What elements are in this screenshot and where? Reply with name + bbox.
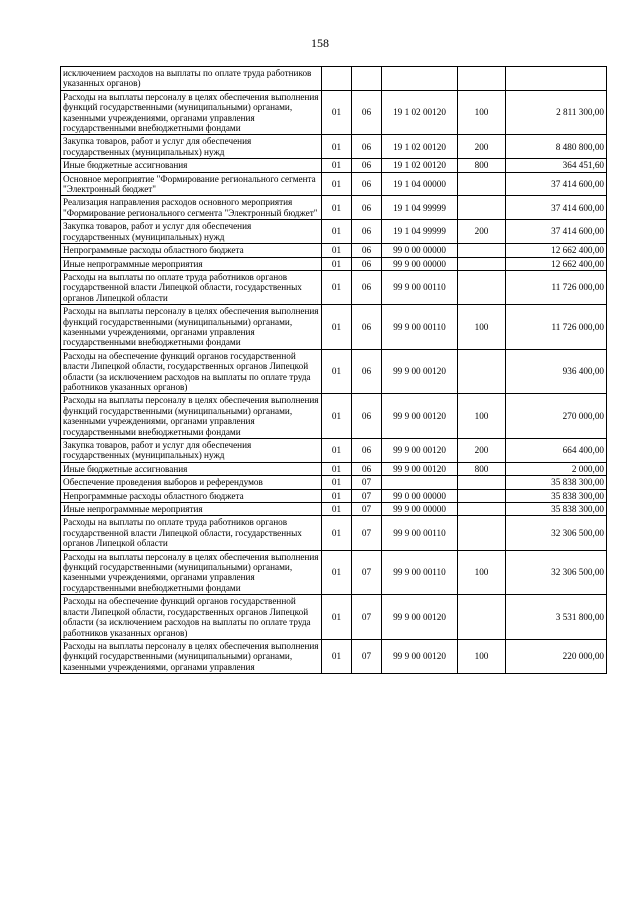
subsection-code-cell: 06 xyxy=(352,257,382,270)
target-article-cell: 99 0 00 00000 xyxy=(382,489,458,502)
amount-cell: 12 662 400,00 xyxy=(506,244,607,257)
target-article-cell: 19 1 02 00120 xyxy=(382,90,458,135)
expense-name-cell: Иные бюджетные ассигнования xyxy=(61,159,322,172)
expense-type-cell: 100 xyxy=(458,305,506,350)
subsection-code-cell: 07 xyxy=(352,595,382,640)
target-article-cell: 99 9 00 00120 xyxy=(382,394,458,439)
target-article-cell: 99 9 00 00120 xyxy=(382,349,458,394)
expense-name-cell: Закупка товаров, работ и услуг для обеспечения государственных (муниципальных) нужд xyxy=(61,439,322,463)
expense-type-cell: 200 xyxy=(458,220,506,244)
table-row xyxy=(61,67,607,91)
target-article-cell: 99 9 00 00120 xyxy=(382,595,458,640)
expense-type-cell xyxy=(458,503,506,516)
expense-type-cell: 200 xyxy=(458,439,506,463)
expense-type-cell xyxy=(458,516,506,550)
expense-type-cell: 100 xyxy=(458,394,506,439)
amount-cell: 364 451,60 xyxy=(506,159,607,172)
target-article-cell xyxy=(382,67,458,91)
subsection-code-cell: 06 xyxy=(352,220,382,244)
subsection-code-cell: 06 xyxy=(352,196,382,220)
amount-cell: 2 000,00 xyxy=(506,462,607,475)
amount-cell: 32 306 500,00 xyxy=(506,550,607,595)
target-article-cell: 99 9 00 00110 xyxy=(382,270,458,304)
expense-type-cell xyxy=(458,196,506,220)
subsection-code-cell: 07 xyxy=(352,503,382,516)
expense-name-cell: Закупка товаров, работ и услуг для обеспечения государственных (муниципальных) нужд xyxy=(61,220,322,244)
subsection-code-cell: 06 xyxy=(352,349,382,394)
expense-type-cell: 100 xyxy=(458,90,506,135)
expense-name-cell: Расходы на выплаты персоналу в целях обеспечения выполнения функций государственными (муниципальными) органами, казенными учреждениями, органами управления государственными внебюджетными фондами xyxy=(61,550,322,595)
section-code-cell: 01 xyxy=(322,550,352,595)
section-code-cell: 01 xyxy=(322,516,352,550)
table-row xyxy=(61,220,607,244)
section-code-cell: 01 xyxy=(322,462,352,475)
section-code-cell xyxy=(322,67,352,91)
expense-name-cell: Расходы на выплаты по оплате труда работников органов государственной власти Липецкой области, государственных органов Липецкой области xyxy=(61,516,322,550)
amount-cell: 37 414 600,00 xyxy=(506,196,607,220)
amount-cell: 12 662 400,00 xyxy=(506,257,607,270)
expense-name-cell: Иные бюджетные ассигнования xyxy=(61,462,322,475)
expense-type-cell xyxy=(458,270,506,304)
expense-name-cell: Основное мероприятие "Формирование регионального сегмента "Электронный бюджет" xyxy=(61,172,322,196)
expense-name-cell: Расходы на выплаты персоналу в целях обеспечения выполнения функций государственными (муниципальными) органами, казенными учреждениями, органами управления государственными внебюджетными фондами xyxy=(61,394,322,439)
amount-cell: 664 400,00 xyxy=(506,439,607,463)
amount-cell: 2 811 300,00 xyxy=(506,90,607,135)
section-code-cell: 01 xyxy=(322,270,352,304)
table-row xyxy=(61,550,607,595)
expense-name-cell: Иные непрограммные мероприятия xyxy=(61,257,322,270)
target-article-cell: 99 9 00 00120 xyxy=(382,462,458,475)
table-row xyxy=(61,394,607,439)
section-code-cell: 01 xyxy=(322,639,352,673)
amount-cell: 270 000,00 xyxy=(506,394,607,439)
subsection-code-cell: 06 xyxy=(352,90,382,135)
table-row xyxy=(61,90,607,135)
expense-type-cell xyxy=(458,476,506,489)
expense-name-cell: Непрограммные расходы областного бюджета xyxy=(61,489,322,502)
section-code-cell: 01 xyxy=(322,595,352,640)
table-row xyxy=(61,305,607,350)
section-code-cell: 01 xyxy=(322,172,352,196)
amount-cell xyxy=(506,67,607,91)
section-code-cell: 01 xyxy=(322,503,352,516)
target-article-cell xyxy=(382,476,458,489)
amount-cell: 37 414 600,00 xyxy=(506,172,607,196)
expense-name-cell: Расходы на выплаты персоналу в целях обеспечения выполнения функций государственными (муниципальными) органами, казенными учреждениями, органами управления xyxy=(61,639,322,673)
table-row xyxy=(61,257,607,270)
expense-name-cell: Расходы на обеспечение функций органов государственной власти Липецкой области, государственных органов Липецкой области (за исключением расходов на выплаты по оплате труда работников указанных органов) xyxy=(61,349,322,394)
section-code-cell: 01 xyxy=(322,305,352,350)
table-row xyxy=(61,503,607,516)
expense-name-cell: исключением расходов на выплаты по оплате труда работников указанных органов) xyxy=(61,67,322,91)
target-article-cell: 19 1 04 00000 xyxy=(382,172,458,196)
amount-cell: 35 838 300,00 xyxy=(506,489,607,502)
amount-cell: 35 838 300,00 xyxy=(506,476,607,489)
expense-type-cell: 800 xyxy=(458,462,506,475)
expense-type-cell xyxy=(458,349,506,394)
expense-type-cell: 200 xyxy=(458,135,506,159)
subsection-code-cell: 07 xyxy=(352,639,382,673)
subsection-code-cell: 07 xyxy=(352,550,382,595)
target-article-cell: 99 9 00 00120 xyxy=(382,639,458,673)
table-row xyxy=(61,439,607,463)
amount-cell: 32 306 500,00 xyxy=(506,516,607,550)
expense-type-cell xyxy=(458,244,506,257)
target-article-cell: 99 9 00 00000 xyxy=(382,503,458,516)
amount-cell: 8 480 800,00 xyxy=(506,135,607,159)
expense-type-cell xyxy=(458,172,506,196)
expense-type-cell: 800 xyxy=(458,159,506,172)
expense-name-cell: Обеспечение проведения выборов и референдумов xyxy=(61,476,322,489)
target-article-cell: 99 9 00 00120 xyxy=(382,439,458,463)
section-code-cell: 01 xyxy=(322,489,352,502)
expense-type-cell xyxy=(458,489,506,502)
expense-name-cell: Закупка товаров, работ и услуг для обеспечения государственных (муниципальных) нужд xyxy=(61,135,322,159)
section-code-cell: 01 xyxy=(322,349,352,394)
subsection-code-cell: 07 xyxy=(352,516,382,550)
table-row xyxy=(61,516,607,550)
subsection-code-cell: 06 xyxy=(352,270,382,304)
table-row xyxy=(61,476,607,489)
expense-type-cell: 100 xyxy=(458,639,506,673)
amount-cell: 35 838 300,00 xyxy=(506,503,607,516)
section-code-cell: 01 xyxy=(322,90,352,135)
expense-name-cell: Расходы на выплаты персоналу в целях обеспечения выполнения функций государственными (муниципальными) органами, казенными учреждениями, органами управления государственными внебюджетными фондами xyxy=(61,90,322,135)
expense-type-cell xyxy=(458,595,506,640)
table-row xyxy=(61,489,607,502)
section-code-cell: 01 xyxy=(322,439,352,463)
expense-name-cell: Расходы на выплаты по оплате труда работников органов государственной власти Липецкой области, государственных органов Липецкой области xyxy=(61,270,322,304)
page-number: 158 xyxy=(311,36,329,50)
target-article-cell: 19 1 04 99999 xyxy=(382,220,458,244)
section-code-cell: 01 xyxy=(322,220,352,244)
table-row xyxy=(61,159,607,172)
subsection-code-cell: 06 xyxy=(352,244,382,257)
subsection-code-cell: 06 xyxy=(352,462,382,475)
table-row xyxy=(61,639,607,673)
subsection-code-cell: 07 xyxy=(352,489,382,502)
target-article-cell: 19 1 02 00120 xyxy=(382,135,458,159)
amount-cell: 37 414 600,00 xyxy=(506,220,607,244)
subsection-code-cell: 06 xyxy=(352,305,382,350)
expense-name-cell: Реализация направления расходов основного мероприятия "Формирование регионального сегмента "Электронный бюджет" xyxy=(61,196,322,220)
target-article-cell: 19 1 04 99999 xyxy=(382,196,458,220)
target-article-cell: 99 9 00 00110 xyxy=(382,305,458,350)
subsection-code-cell xyxy=(352,67,382,91)
target-article-cell: 99 9 00 00000 xyxy=(382,257,458,270)
subsection-code-cell: 06 xyxy=(352,135,382,159)
subsection-code-cell: 06 xyxy=(352,159,382,172)
amount-cell: 11 726 000,00 xyxy=(506,270,607,304)
section-code-cell: 01 xyxy=(322,476,352,489)
budget-table xyxy=(60,66,607,674)
table-row xyxy=(61,172,607,196)
expense-name-cell: Расходы на обеспечение функций органов государственной власти Липецкой области, государственных органов Липецкой области (за исключением расходов на выплаты по оплате труда работников указанных органов) xyxy=(61,595,322,640)
expense-name-cell: Непрограммные расходы областного бюджета xyxy=(61,244,322,257)
table-row xyxy=(61,135,607,159)
expense-type-cell xyxy=(458,257,506,270)
subsection-code-cell: 06 xyxy=(352,172,382,196)
section-code-cell: 01 xyxy=(322,159,352,172)
expense-type-cell xyxy=(458,67,506,91)
budget-table-body xyxy=(61,67,607,674)
target-article-cell: 19 1 02 00120 xyxy=(382,159,458,172)
expense-name-cell: Иные непрограммные мероприятия xyxy=(61,503,322,516)
expense-type-cell: 100 xyxy=(458,550,506,595)
section-code-cell: 01 xyxy=(322,244,352,257)
amount-cell: 11 726 000,00 xyxy=(506,305,607,350)
expense-name-cell: Расходы на выплаты персоналу в целях обеспечения выполнения функций государственными (муниципальными) органами, казенными учреждениями, органами управления государственными внебюджетными фондами xyxy=(61,305,322,350)
amount-cell: 220 000,00 xyxy=(506,639,607,673)
section-code-cell: 01 xyxy=(322,135,352,159)
subsection-code-cell: 06 xyxy=(352,394,382,439)
table-row xyxy=(61,462,607,475)
table-row xyxy=(61,349,607,394)
target-article-cell: 99 0 00 00000 xyxy=(382,244,458,257)
section-code-cell: 01 xyxy=(322,257,352,270)
section-code-cell: 01 xyxy=(322,196,352,220)
subsection-code-cell: 07 xyxy=(352,476,382,489)
table-row xyxy=(61,595,607,640)
subsection-code-cell: 06 xyxy=(352,439,382,463)
target-article-cell: 99 9 00 00110 xyxy=(382,550,458,595)
table-row xyxy=(61,270,607,304)
amount-cell: 936 400,00 xyxy=(506,349,607,394)
target-article-cell: 99 9 00 00110 xyxy=(382,516,458,550)
section-code-cell: 01 xyxy=(322,394,352,439)
table-row xyxy=(61,244,607,257)
amount-cell: 3 531 800,00 xyxy=(506,595,607,640)
table-row xyxy=(61,196,607,220)
